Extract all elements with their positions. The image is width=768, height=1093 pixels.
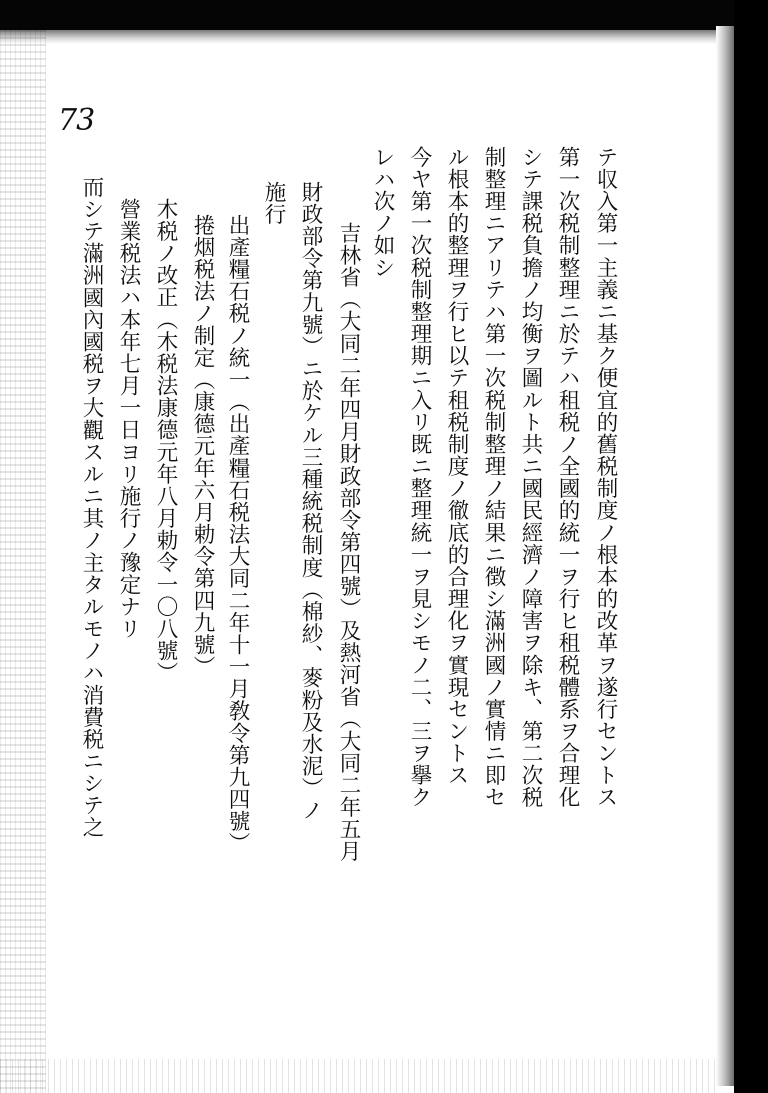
page-edge-shadow	[716, 26, 736, 1086]
scan-right-border	[734, 0, 768, 1093]
text-column-2: 第一次税制整理ニ於テハ租税ノ全國的統一ヲ行ヒ租税體系ヲ合理化	[555, 146, 580, 809]
text-column-8: 吉林省（大同二年四月財政部令第四號）及熱河省（大同二年五月	[336, 222, 361, 863]
text-column-5: ル根本的整理ヲ行ヒ以テ租税制度ノ徹底的合理化ヲ實現セントス	[444, 146, 469, 787]
text-column-10: 施行	[261, 181, 286, 226]
text-column-4: 制整理ニアリテハ第一次税制整理ノ結果ニ徴シ滿洲國ノ實情ニ即セ	[481, 146, 506, 809]
scan-left-speckle	[0, 30, 46, 1093]
handwritten-page-number: 73	[58, 103, 95, 138]
scan-top-border	[0, 0, 768, 30]
text-column-15: 而シテ滿洲國內國税ヲ大觀スルニ其ノ主タルモノハ消費税ニシテ之	[79, 176, 104, 839]
scan-top-shadow	[0, 30, 768, 44]
text-column-12: 捲烟税法ノ制定（康德元年六月勅令第四九號）	[190, 214, 215, 678]
text-column-13: 木税ノ改正（木税法康德元年八月勅令一〇八號）	[153, 198, 178, 684]
text-column-11: 出產糧石税ノ統一（出產糧石税法大同二年十一月敎令第九四號）	[225, 214, 250, 855]
text-column-1: テ収入第一主義ニ基ク便宜的舊税制度ノ根本的改革ヲ遂行セントス	[593, 146, 618, 809]
scan-bottom-speckle	[0, 1059, 716, 1093]
text-column-9: 財政部令第九號）ニ於ケル三種統税制度（棉紗、麥粉及水泥）ノ	[298, 181, 323, 822]
text-column-6: 今ヤ第一次税制整理期ニ入リ既ニ整理統一ヲ見シモノ二、三ヲ擧ク	[407, 146, 432, 809]
vertical-text-body	[60, 146, 630, 1026]
text-column-14: 營業税法ハ本年七月一日ヨリ施行ノ豫定ナリ	[116, 198, 141, 640]
text-column-7: レハ次ノ如シ	[370, 146, 395, 279]
text-column-3: シテ課税負擔ノ均衡ヲ圖ルト共ニ國民經濟ノ障害ヲ除キ、第二次税	[518, 146, 543, 809]
